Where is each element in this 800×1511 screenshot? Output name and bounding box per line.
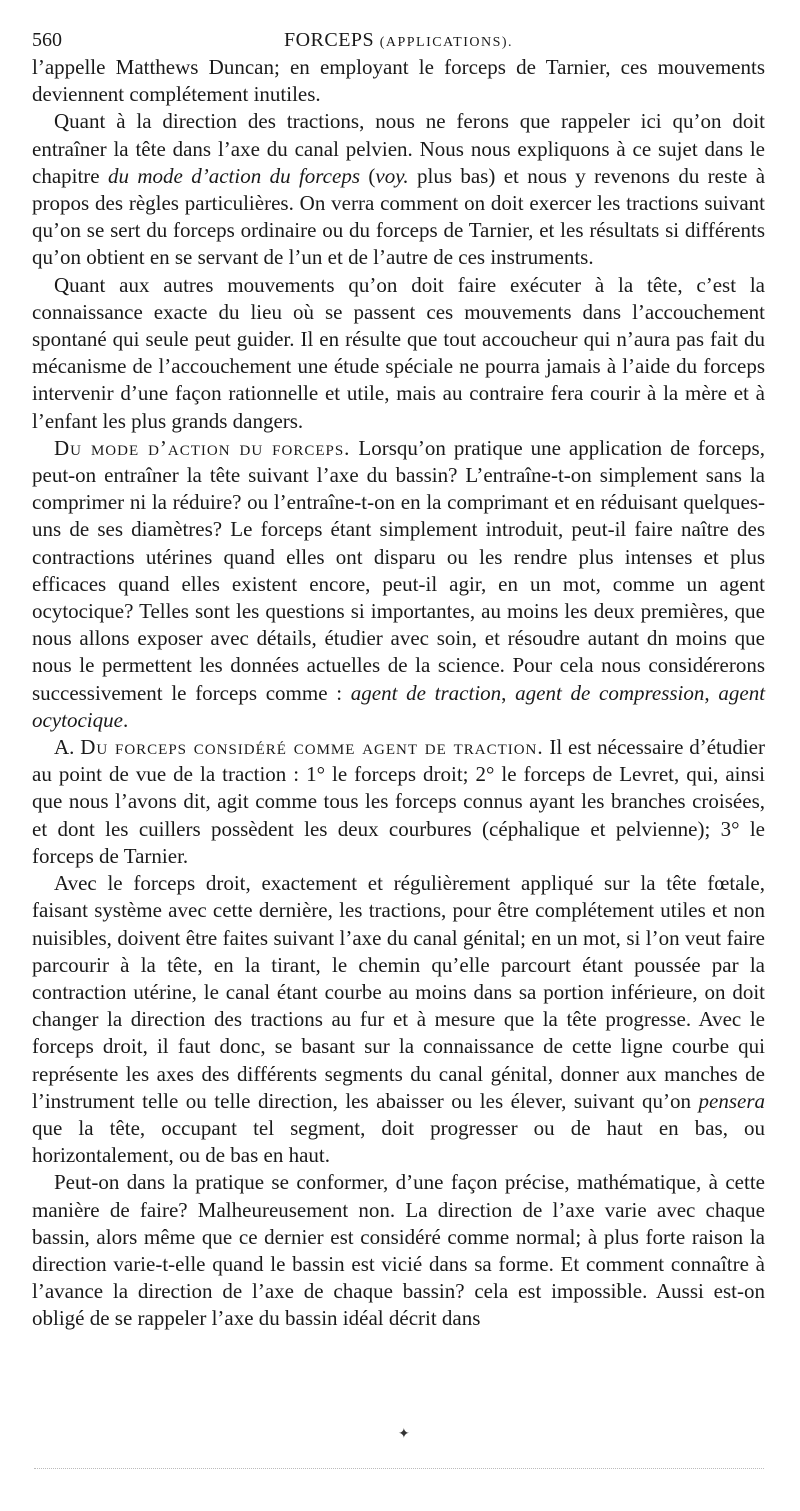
paragraph-4-text-h: . (122, 707, 129, 732)
page (32, 26, 765, 1333)
body-text (32, 54, 765, 1333)
section-heading-traction: Du forceps considéré comme agent de traction. (80, 735, 544, 760)
running-header (32, 26, 765, 54)
paragraph-2-text-e: plus bas) et nous y revenons du reste à propos des règles particulières. On verra comment on doit exercer les tractions suivant qu’on se sert du forceps ordinaire ou du forceps de Tarnier, et les résultats si différents qu’on obtient en se servant de l’un et de l’autre de ces instruments. (32, 163, 766, 270)
running-title (32, 26, 765, 57)
paragraph-4-text-d: , (501, 680, 516, 705)
paragraph-2-italic-chapter: du mode d’action du forceps (108, 163, 360, 188)
paragraph-6-italic-pensera: pensera (698, 1088, 765, 1113)
paragraph-4 (32, 435, 765, 734)
paragraph-5-label: A. (54, 735, 81, 760)
paragraph-5 (32, 734, 765, 870)
footer-rule (34, 1468, 764, 1469)
paragraph-4-text-b: Lorsqu’on pratique une application de forceps, peut-on entraîner la tête suivant l’axe du bassin? L’entraîne-t-on simplement sans la comprimer ni la réduire? ou l’entraîne-t-on en la comprimant et en réduisant quelques-uns de ses diamètres? Le forceps étant simplement introduit, peut-il faire naître des contractions utérines quand elles ont disparu ou les rendre plus intenses et plus efficaces quand elles existent encore, peut-il agir, en un mot, comme un agent ocytocique? Telles sont les questions si importantes, au moins les deux premières, que nous allons exposer avec détails, étudier avec soin, et résoudre autant dn moins que nous le permettent les données actuelles de la science. Pour cela nous considérerons successivement le forceps comme : (32, 435, 765, 705)
paragraph-1: l’appelle Matthews Duncan; en employant le forceps de Tarnier, ces mouvements deviennent complétement inutiles. (32, 55, 765, 107)
paragraph-4-text-f: , (704, 680, 719, 705)
running-title-main: FORCEPS (283, 29, 375, 51)
paragraph-2-text-a: Quant à la direction des tractions, nous ne ferons que rappeler ici qu’on doit entraîner la tête dans l’axe du canal pelvien. Nous nous expliquons à ce sujet dans le chapitre (32, 109, 765, 188)
footer-ornament: ✦ (398, 1427, 410, 1442)
page-number: 560 (32, 29, 62, 51)
paragraph-6-text-c: que la tête, occupant tel segment, doit progresser ou de haut en bas, ou horizontalement, ou de bas en haut. (32, 1115, 765, 1168)
paragraph-3: Quant aux autres mouvements qu’on doit faire exécuter à la tête, c’est la connaissance exacte du lieu où se passent ces mouvements dans l’accouchement spontané qui seule peut guider. Il en résulte que tout accoucheur qui n’aura pas fait du mécanisme de l’accouchement une étude spéciale ne pourra jamais à l’aide du forceps intervenir d’une façon rationnelle et utile, mais au contraire fera courir à la mère et à l’enfant les plus grands dangers. (32, 272, 765, 433)
paragraph-2-text-c: ( (360, 163, 376, 188)
paragraph-4-italic-compression: agent de compression (515, 680, 705, 705)
paragraph-6-text-a: Avec le forceps droit, exactement et régulièrement appliqué sur la tête fœtale, faisant système avec cette dernière, les tractions, pour être complétement utiles et non nuisibles, doivent être faites suivant l’axe du canal génital; en un mot, si l’on veut faire parcourir à la tête, en la tirant, le chemin qu’elle parcourt étant poussée par la contraction utérine, le canal étant courbe au moins dans sa portion inférieure, on doit changer la direction des tractions au fur et à mesure que la tête progresse. Avec le forceps droit, il faut donc, se basant sur la connaissance de cette ligne courbe qui représente les axes des différents segments du canal génital, donner aux manches de l’instrument telle ou telle direction, les abaisser ou les élever, suivant qu’on (32, 871, 765, 1113)
section-heading-mode-action: Du mode d’action du forceps. (54, 435, 351, 460)
paragraph-4-italic-ocytocique: agent ocytocique (32, 680, 766, 732)
paragraph-2-italic-voy: voy. (375, 163, 409, 188)
paragraph-7: Peut-on dans la pratique se conformer, d’une façon précise, mathématique, à cette manière de faire? Malheureusement non. La direction de l’axe varie avec chaque bassin, alors même que ce dernier est considéré comme normal; à plus forte raison la direction varie-t-elle quand le bassin est vicié dans sa forme. Et comment connaître à l’avance la direction de l’axe de chaque bassin? cela est impossible. Aussi est-on obligé de se rappeler l’axe du bassin idéal décrit dans (32, 1170, 765, 1331)
paragraph-6 (32, 870, 765, 1169)
paragraph-5-text-c: Il est nécessaire d’étudier au point de vue de la traction : 1° le forceps droit; 2° le forceps de Levret, qui, ainsi que nous l’avons dit, agit comme tous les forceps connus ayant les branches croisées, et dont les cuillers possèdent les deux courbures (céphalique et pelvienne); 3° le forceps de Tarnier. (32, 735, 765, 868)
running-title-sub: (APPLICATIONS). (379, 35, 514, 50)
paragraph-4-italic-traction: agent de traction (350, 680, 502, 705)
paragraph-2 (32, 108, 765, 271)
